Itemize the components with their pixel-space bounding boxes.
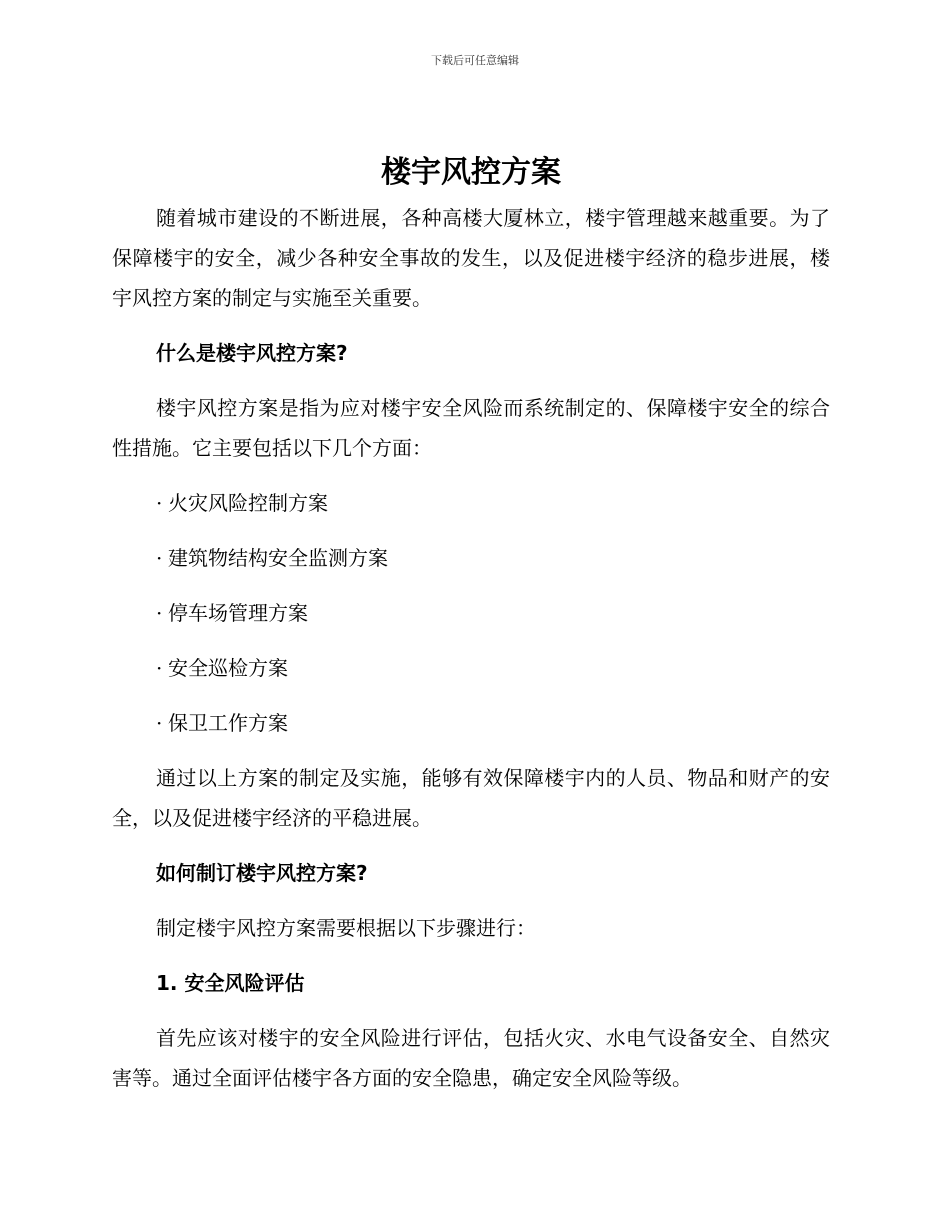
list-item — [112, 538, 830, 578]
section-heading-how-to: 如何制订楼宇风控方案? — [156, 861, 368, 885]
list-item-text: 建筑物结构安全监测方案 — [168, 546, 388, 570]
list-item-text: 安全巡检方案 — [168, 656, 288, 680]
bullet-icon: · — [156, 711, 163, 735]
document-body — [112, 148, 830, 1098]
step-heading-risk-assessment: 1. 安全风险评估 — [156, 971, 305, 995]
document-title: 楼宇风控方案 — [381, 155, 561, 190]
bullet-icon: · — [156, 656, 163, 680]
list-item-text: 保卫工作方案 — [168, 711, 288, 735]
list-item — [112, 483, 830, 523]
bullet-icon: · — [156, 546, 163, 570]
section-how-to-paragraph: 制定楼宇风控方案需要根据以下步骤进行： — [156, 916, 536, 940]
bullet-icon: · — [156, 491, 163, 515]
section-what-is-paragraph: 楼宇风控方案是指为应对楼宇安全风险而系统制定的、保障楼宇安全的综合性措施。它主要包括以下几个方面： — [112, 396, 830, 460]
list-item-text: 停车场管理方案 — [168, 601, 308, 625]
list-item-text: 火灾风险控制方案 — [168, 491, 328, 515]
step-risk-assessment-paragraph: 首先应该对楼宇的安全风险进行评估，包括火灾、水电气设备安全、自然灾害等。通过全面评估楼宇各方面的安全隐患，确定安全风险等级。 — [112, 1026, 830, 1090]
plan-bullet-list — [112, 483, 830, 743]
list-item — [112, 593, 830, 633]
section-heading-what-is: 什么是楼宇风控方案? — [156, 341, 348, 365]
section-what-is-conclusion: 通过以上方案的制定及实施，能够有效保障楼宇内的人员、物品和财产的安全，以及促进楼宇经济的平稳进展。 — [112, 766, 830, 830]
list-item — [112, 648, 830, 688]
bullet-icon: · — [156, 601, 163, 625]
page-header: 下载后可任意编辑 — [431, 54, 519, 67]
list-item — [112, 703, 830, 743]
intro-paragraph: 随着城市建设的不断进展，各种高楼大厦林立，楼宇管理越来越重要。为了保障楼宇的安全，减少各种安全事故的发生，以及促进楼宇经济的稳步进展，楼宇风控方案的制定与实施至关重要。 — [112, 206, 830, 310]
